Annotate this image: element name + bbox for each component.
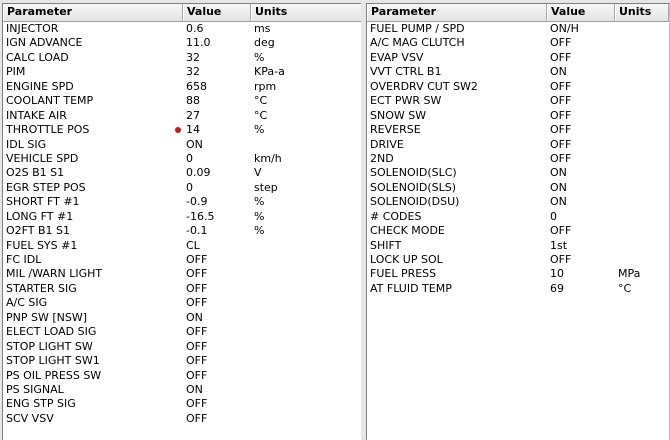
table-row[interactable]: [3, 51, 362, 65]
value-cell: 27: [186, 108, 200, 122]
value-cell: 0: [186, 180, 193, 194]
table-row[interactable]: [3, 325, 362, 339]
parameter-cell: # CODES: [370, 209, 422, 223]
parameter-cell: PS SIGNAL: [6, 382, 64, 396]
value-cell: OFF: [550, 94, 572, 108]
units-cell: [251, 138, 362, 152]
value-cell: 10: [550, 267, 564, 281]
table-row[interactable]: [367, 80, 669, 94]
units-cell: [251, 354, 362, 368]
value-cell: -0.9: [186, 195, 208, 209]
table-row[interactable]: [3, 123, 362, 137]
parameter-cell: OVERDRV CUT SW2: [370, 79, 478, 93]
parameter-cell: SNOW SW: [370, 108, 427, 122]
units-cell: [251, 311, 362, 325]
parameter-cell: PIM: [6, 65, 26, 79]
parameter-cell: FUEL PUMP / SPD: [370, 22, 465, 35]
parameter-cell: EGR STEP POS: [6, 180, 86, 194]
units-cell: [251, 296, 362, 310]
value-cell: OFF: [550, 108, 572, 122]
table-row[interactable]: [3, 195, 362, 209]
table-row[interactable]: [3, 109, 362, 123]
table-row[interactable]: [3, 383, 362, 397]
table-row[interactable]: [3, 253, 362, 267]
value-cell: OFF: [550, 36, 572, 50]
value-cell: 14: [186, 123, 200, 137]
units-cell: KPa-a: [254, 65, 285, 79]
table-row[interactable]: [367, 22, 669, 36]
parameter-cell: SHIFT: [370, 238, 402, 252]
parameter-cell: REVERSE: [370, 123, 421, 137]
value-cell: OFF: [186, 253, 208, 266]
units-cell: rpm: [254, 79, 277, 93]
units-cell: [251, 282, 362, 296]
parameter-cell: ENG STP SIG: [6, 397, 76, 411]
units-cell: °C: [254, 108, 268, 122]
parameter-cell: LONG FT #1: [6, 209, 74, 223]
parameter-cell: FUEL SYS #1: [6, 238, 78, 252]
units-cell: step: [254, 180, 278, 194]
table-row[interactable]: [3, 340, 362, 354]
value-cell: 32: [186, 50, 200, 64]
table-row[interactable]: [367, 267, 669, 281]
parameter-cell: CALC LOAD: [6, 50, 69, 64]
value-cell: ON: [550, 195, 567, 209]
units-cell: %: [254, 224, 265, 238]
value-cell: OFF: [186, 397, 208, 411]
table-row[interactable]: [367, 94, 669, 108]
value-cell: 0.6: [186, 22, 204, 35]
units-cell: MPa: [618, 267, 641, 281]
value-cell: 88: [186, 94, 200, 108]
units-cell: km/h: [254, 151, 282, 165]
value-cell: OFF: [550, 151, 572, 165]
value-cell: 0: [550, 209, 557, 223]
table-row[interactable]: [3, 267, 362, 281]
parameter-cell: CHECK MODE: [370, 224, 445, 238]
value-cell: CL: [186, 238, 200, 252]
units-cell: [615, 195, 669, 209]
units-cell: [615, 138, 669, 152]
table-row[interactable]: [3, 22, 362, 36]
value-cell: OFF: [186, 267, 208, 281]
column-header-units[interactable]: Units: [251, 4, 362, 21]
table-row[interactable]: [3, 239, 362, 253]
parameter-cell: STOP LIGHT SW: [6, 339, 93, 353]
units-cell: V: [254, 166, 262, 180]
parameter-cell: SOLENOID(SLS): [370, 180, 456, 194]
units-cell: [251, 340, 362, 354]
parameter-cell: A/C SIG: [6, 296, 48, 310]
value-cell: 0.09: [186, 166, 211, 180]
red-marker-dot: [175, 127, 181, 133]
table-row[interactable]: [367, 282, 669, 296]
value-cell: ON: [550, 180, 567, 194]
parameter-cell: ENGINE SPD: [6, 79, 74, 93]
table-row[interactable]: [367, 181, 669, 195]
value-cell: -0.1: [186, 224, 208, 238]
parameter-cell: INTAKE AIR: [6, 108, 67, 122]
table-row[interactable]: [367, 51, 669, 65]
units-cell: [251, 412, 362, 426]
value-cell: OFF: [550, 123, 572, 137]
parameter-cell: COOLANT TEMP: [6, 94, 94, 108]
column-header-value[interactable]: Value: [183, 4, 251, 21]
value-cell: OFF: [186, 354, 208, 368]
parameter-cell: PNP SW [NSW]: [6, 310, 88, 324]
table-row[interactable]: [367, 109, 669, 123]
parameter-cell: IDL SIG: [6, 137, 47, 151]
table-row[interactable]: [367, 253, 669, 267]
parameter-cell: LOCK UP SOL: [370, 253, 443, 266]
value-cell: OFF: [550, 224, 572, 238]
value-cell: 11.0: [186, 36, 211, 50]
table-row[interactable]: [3, 210, 362, 224]
table-row[interactable]: [3, 138, 362, 152]
value-cell: OFF: [186, 368, 208, 382]
parameter-cell: VVT CTRL B1: [370, 65, 442, 79]
table-row[interactable]: [3, 224, 362, 238]
table-row[interactable]: [3, 181, 362, 195]
parameter-cell: FUEL PRESS: [370, 267, 437, 281]
units-cell: [615, 152, 669, 166]
value-cell: 69: [550, 281, 564, 295]
value-cell: ON: [550, 65, 567, 79]
parameter-cell: EVAP VSV: [370, 50, 424, 64]
parameter-cell: SOLENOID(DSU): [370, 195, 460, 209]
units-cell: [251, 369, 362, 383]
table-row[interactable]: [3, 397, 362, 411]
parameter-cell: VEHICLE SPD: [6, 151, 79, 165]
units-cell: [615, 224, 669, 238]
right-rows: [367, 22, 669, 296]
value-cell: 32: [186, 65, 200, 79]
units-cell: [615, 166, 669, 180]
parameter-cell: ECT PWR SW: [370, 94, 442, 108]
table-row[interactable]: [367, 138, 669, 152]
value-cell: ON: [186, 310, 203, 324]
parameter-cell: SHORT FT #1: [6, 195, 80, 209]
parameter-cell: THROTTLE POS: [6, 123, 90, 137]
parameter-cell: AT FLUID TEMP: [370, 281, 452, 295]
column-header-units[interactable]: Units: [615, 4, 669, 21]
parameter-cell: STARTER SIG: [6, 281, 77, 295]
units-cell: %: [254, 123, 265, 137]
left-data-list[interactable]: [2, 3, 363, 440]
left-rows: [3, 22, 362, 426]
units-cell: [251, 253, 362, 267]
value-cell: 1st: [550, 238, 568, 252]
table-row[interactable]: [3, 36, 362, 50]
parameter-cell: INJECTOR: [6, 22, 59, 35]
units-cell: [615, 239, 669, 253]
value-cell: ON: [186, 137, 203, 151]
value-cell: 0: [186, 151, 193, 165]
table-row[interactable]: [3, 80, 362, 94]
units-cell: °C: [254, 94, 268, 108]
parameter-cell: MIL /WARN LIGHT: [6, 267, 103, 281]
parameter-cell: O2S B1 S1: [6, 166, 65, 180]
table-row[interactable]: [367, 210, 669, 224]
units-cell: [251, 325, 362, 339]
value-cell: OFF: [186, 281, 208, 295]
parameter-cell: ELECT LOAD SIG: [6, 325, 97, 339]
table-row[interactable]: [3, 65, 362, 79]
parameter-cell: FC IDL: [6, 253, 42, 266]
column-header-parameter[interactable]: Parameter: [367, 4, 547, 21]
units-cell: deg: [254, 36, 275, 50]
value-cell: ON: [186, 382, 203, 396]
table-row[interactable]: [367, 123, 669, 137]
value-cell: ON: [550, 166, 567, 180]
value-cell: OFF: [186, 296, 208, 310]
units-cell: °C: [618, 281, 632, 295]
units-cell: [615, 123, 669, 137]
value-cell: OFF: [550, 253, 572, 266]
table-row[interactable]: [3, 369, 362, 383]
table-row[interactable]: [3, 166, 362, 180]
left-list-header: [3, 4, 362, 22]
right-data-list[interactable]: [366, 3, 670, 440]
value-cell: OFF: [550, 79, 572, 93]
value-cell: OFF: [550, 50, 572, 64]
table-row[interactable]: [3, 94, 362, 108]
units-cell: [251, 239, 362, 253]
units-cell: [615, 36, 669, 50]
parameter-cell: SCV VSV: [6, 411, 54, 425]
table-row[interactable]: [367, 65, 669, 79]
table-row[interactable]: [3, 354, 362, 368]
units-cell: [615, 210, 669, 224]
table-row[interactable]: [3, 296, 362, 310]
right-list-header: [367, 4, 669, 22]
units-cell: %: [254, 209, 265, 223]
parameter-cell: 2ND: [370, 151, 394, 165]
table-row[interactable]: [367, 195, 669, 209]
value-cell: OFF: [550, 137, 572, 151]
table-row[interactable]: [3, 152, 362, 166]
table-row[interactable]: [367, 166, 669, 180]
value-cell: -16.5: [186, 209, 215, 223]
units-cell: [615, 109, 669, 123]
units-cell: [615, 253, 669, 267]
table-row[interactable]: [367, 152, 669, 166]
parameter-cell: STOP LIGHT SW1: [6, 354, 100, 368]
parameter-cell: O2FT B1 S1: [6, 224, 71, 238]
table-row[interactable]: [3, 311, 362, 325]
parameter-cell: SOLENOID(SLC): [370, 166, 457, 180]
units-cell: ms: [254, 22, 271, 35]
value-cell: OFF: [186, 411, 208, 425]
units-cell: [615, 181, 669, 195]
value-cell: 658: [186, 79, 207, 93]
units-cell: [615, 22, 669, 36]
value-cell: ON/H: [550, 22, 579, 35]
units-cell: [615, 80, 669, 94]
units-cell: [251, 383, 362, 397]
value-cell: OFF: [186, 339, 208, 353]
table-row[interactable]: [367, 36, 669, 50]
value-cell: OFF: [186, 325, 208, 339]
table-row[interactable]: [3, 282, 362, 296]
table-row[interactable]: [3, 412, 362, 426]
units-cell: [615, 51, 669, 65]
parameter-cell: DRIVE: [370, 137, 404, 151]
parameter-cell: A/C MAG CLUTCH: [370, 36, 465, 50]
units-cell: [251, 397, 362, 411]
units-cell: [615, 94, 669, 108]
units-cell: %: [254, 195, 265, 209]
table-row[interactable]: [367, 224, 669, 238]
units-cell: [251, 267, 362, 281]
parameter-cell: PS OIL PRESS SW: [6, 368, 102, 382]
parameter-cell: IGN ADVANCE: [6, 36, 83, 50]
units-cell: [615, 65, 669, 79]
table-row[interactable]: [367, 239, 669, 253]
column-header-value[interactable]: Value: [547, 4, 615, 21]
column-header-parameter[interactable]: Parameter: [3, 4, 183, 21]
units-cell: %: [254, 50, 265, 64]
